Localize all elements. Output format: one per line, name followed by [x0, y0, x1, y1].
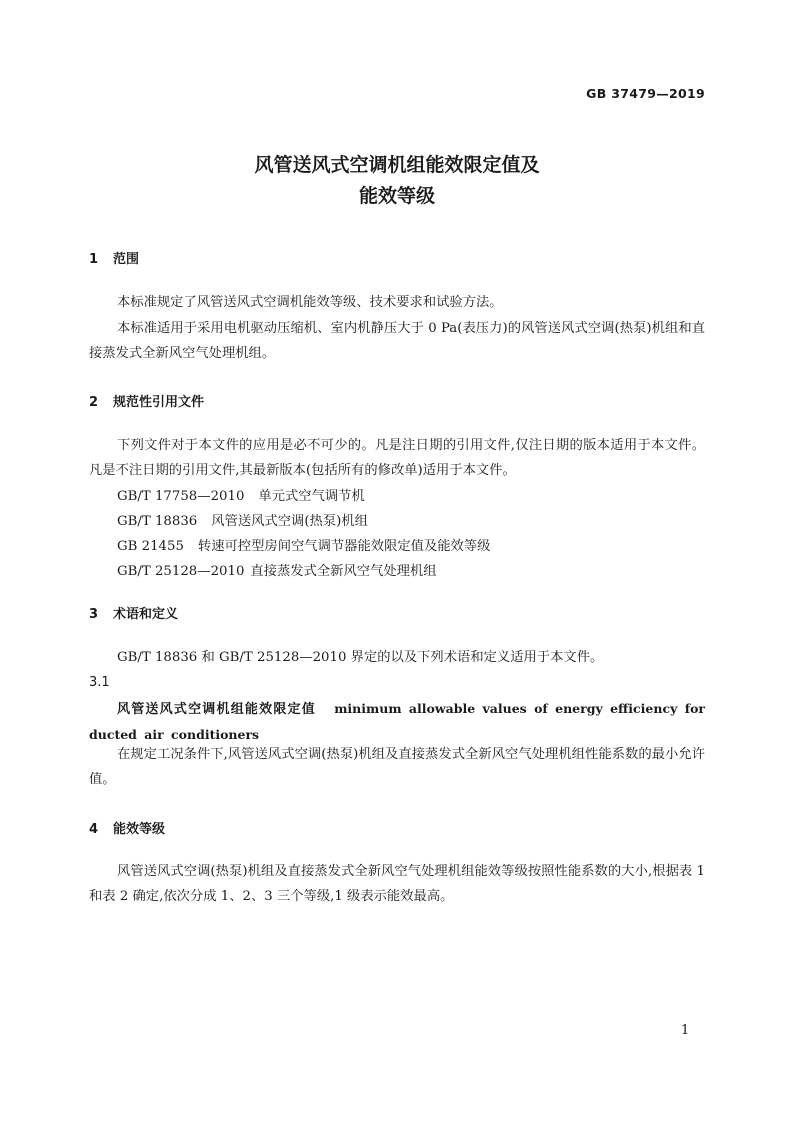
section-2-paragraph-1: 下列文件对于本文件的应用是必不可少的。凡是注日期的引用文件,仅注日期的版本适用于本文件。凡是不注日期的引用文件,其最新版本(包括所有的修改单)适用于本文件。 — [89, 438, 705, 478]
section-1-paragraph-2: 本标准适用于采用电机驱动压缩机、室内机静压大于 0 Pa(表压力)的风管送风式空调(热泵)机组和直接蒸发式全新风空气处理机组。 — [89, 321, 705, 361]
reference-item — [117, 510, 368, 529]
document-title — [0, 150, 794, 212]
section-title: 能效等级 — [113, 822, 166, 837]
section-4-paragraph-1: 风管送风式空调(热泵)机组及直接蒸发式全新风空气处理机组能效等级按照性能系数的大小,根据表 1 和表 2 确定,依次分成 1、2、3 三个等级,1 级表示能效最高。 — [89, 864, 705, 904]
term-number: 3.1 — [89, 675, 110, 690]
section-title: 规范性引用文件 — [113, 395, 205, 410]
page-number: 1 — [681, 1023, 690, 1038]
reference-item — [117, 560, 437, 579]
reference-title: 转速可控型房间空气调节器能效限定值及能效等级 — [197, 539, 491, 554]
reference-title: 直接蒸发式全新风空气处理机组 — [250, 564, 437, 579]
reference-item — [117, 535, 490, 554]
section-3-paragraph-1: GB/T 18836 和 GB/T 25128—2010 界定的以及下列术语和定义适用于本文件。 — [117, 650, 604, 665]
term-english: minimum allowable values of energy efficiency for ducted air conditioners — [89, 701, 705, 742]
term-chinese: 风管送风式空调机组能效限定值 — [117, 702, 317, 717]
title-line-2: 能效等级 — [358, 185, 435, 207]
section-number: 1 — [89, 252, 99, 267]
section-4-heading — [89, 818, 165, 837]
section-number: 3 — [89, 607, 99, 622]
term-entry — [89, 696, 705, 748]
section-1-heading — [89, 248, 139, 267]
term-definition: 在规定工况条件下,风管送风式空调(热泵)机组及直接蒸发式全新风空气处理机组性能系数的最小允许值。 — [89, 747, 705, 787]
section-number: 4 — [89, 822, 99, 837]
reference-code: GB 21455 — [117, 539, 184, 554]
standard-number: GB 37479—2019 — [586, 86, 705, 101]
section-number: 2 — [89, 395, 99, 410]
section-1-paragraph-1: 本标准规定了风管送风式空调机能效等级、技术要求和试验方法。 — [117, 295, 503, 310]
reference-code: GB/T 17758—2010 — [117, 489, 245, 504]
reference-item — [117, 485, 365, 504]
title-line-1: 风管送风式空调机组能效限定值及 — [254, 154, 540, 176]
reference-code: GB/T 25128—2010 — [117, 564, 245, 579]
section-title: 术语和定义 — [113, 607, 179, 622]
section-3-heading — [89, 603, 178, 622]
reference-title: 风管送风式空调(热泵)机组 — [211, 514, 368, 529]
reference-code: GB/T 18836 — [117, 514, 198, 529]
reference-title: 单元式空气调节机 — [258, 489, 365, 504]
section-2-heading — [89, 391, 204, 410]
section-title: 范围 — [113, 252, 140, 267]
